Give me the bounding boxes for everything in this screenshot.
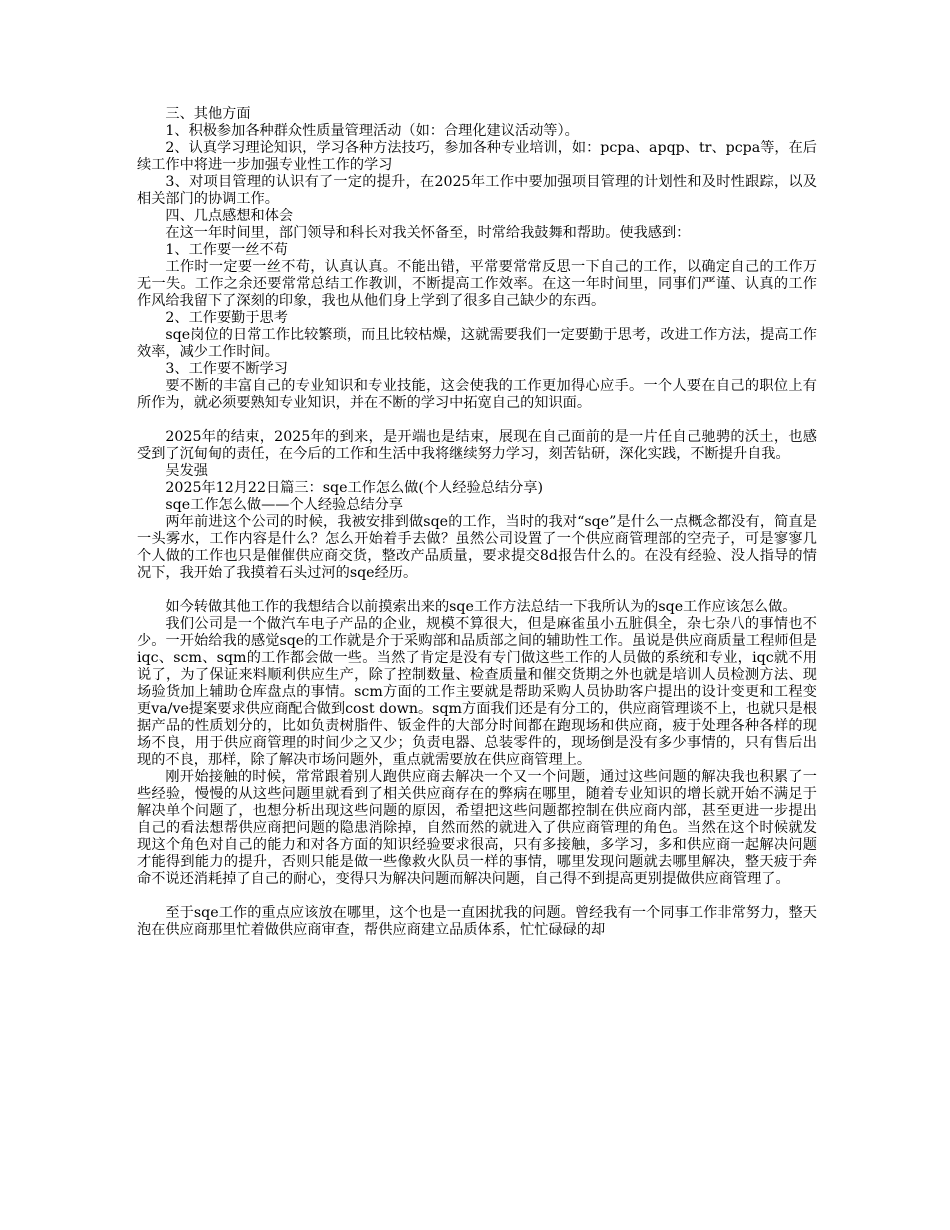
paragraph: 3、对项目管理的认识有了一定的提升，在2025年工作中要加强项目管理的计划性和及时性跟踪，以及相关部门的协调工作。 bbox=[137, 174, 817, 207]
paragraph: 两年前进这个公司的时候，我被安排到做sqe的工作，当时的我对“sqe”是什么一点概念都没有，简直是一头雾水，工作内容是什么？怎么开始着手去做？虽然公司设置了一个供应商管理部的空壳子，可是寥寥几个人做的工作也只是催催供应商交货，整改产品质量，要求提交8d报告什么的。在没有经验、没人指导的情况下，我开始了我摸着石头过河的sqe经历。 bbox=[137, 514, 817, 581]
paragraph: 2025年12月22日篇三：sqe工作怎么做(个人经验总结分享) bbox=[165, 480, 543, 496]
paragraph: 要不断的丰富自己的专业知识和专业技能，这会使我的工作更加得心应手。一个人要在自己的职位上有所作为，就必须要熟知专业知识，并在不断的学习中拓宽自己的知识面。 bbox=[137, 378, 817, 411]
paragraph: 在这一年时间里，部门领导和科长对我关怀备至，时常给我鼓舞和帮助。使我感到： bbox=[165, 225, 691, 241]
paragraph: 1、积极参加各种群众性质量管理活动（如：合理化建议活动等）。 bbox=[165, 123, 579, 139]
paragraph: 工作时一定要一丝不苟，认真认真。不能出错，平常要常常反思一下自己的工作，以确定自己的工作万无一失。工作之余还要常常总结工作教训，不断提高工作效率。在这一年时间里，同事们严谨、认真的工作作风给我留下了深刻的印象，我也从他们身上学到了很多自己缺少的东西。 bbox=[137, 259, 817, 309]
paragraph: 四、几点感想和体会 bbox=[165, 208, 294, 224]
paragraph: 1、工作要一丝不苟 bbox=[165, 242, 288, 258]
paragraph: 2、认真学习理论知识，学习各种方法技巧，参加各种专业培训，如：pcpa、apqp、tr、pcpa等，在后续工作中将进一步加强专业性工作的学习 bbox=[137, 140, 817, 173]
paragraph: 如今转做其他工作的我想结合以前摸索出来的sqe工作方法总结一下我所认为的sqe工作应该怎么做。 bbox=[165, 599, 797, 615]
paragraph: 3、工作要不断学习 bbox=[165, 361, 288, 377]
paragraph: 至于sqe工作的重点应该放在哪里，这个也是一直困扰我的问题。曾经我有一个同事工作非常努力，整天泡在供应商那里忙着做供应商审查，帮供应商建立品质体系，忙忙碌碌的却 bbox=[137, 905, 817, 938]
paragraph: 我们公司是一个做汽车电子产品的企业，规模不算很大，但是麻雀虽小五脏俱全，杂七杂八的事情也不少。一开始给我的感觉sqe的工作就是介于采购部和品质部之间的辅助性工作。虽说是供应商质量工程师但是iqc、scm、sqm的工作都会做一些。当然了肯定是没有专门做这些工作的人员做的系统和专业，iqc就不用说了，为了保证来料顺利供应生产，除了控制数量、检查质量和催交货期之外也就是培训人员检测方法、现场验货加上辅助仓库盘点的事情。scm方面的工作主要就是帮助采购人员协助客户提出的设计变更和工程变更va/ve提案要求供应商配合做到cost down。sqm方面我们还是有分工的，供应商管理谈不上，也就只是根据产品的性质划分的，比如负责树脂件、钣金件的大部分时间都在跑现场和供应商，疲于处理各种各样的现场不良，用于供应商管理的时间少之又少；负责电器、总装零件的，现场倒是没有多少事情的，只有售后出现的不良，那样，除了解决市场问题外，重点就需要放在供应商管理上。 bbox=[137, 616, 817, 768]
paragraph: 2025年的结束，2025年的到来，是开端也是结束，展现在自己面前的是一片任自己驰骋的沃土，也感受到了沉甸甸的责任，在今后的工作和生活中我将继续努力学习，刻苦钻研，深化实践，不断提升自我。 bbox=[137, 429, 817, 462]
paragraph: sqe工作怎么做——个人经验总结分享 bbox=[165, 497, 403, 513]
paragraph: 2、工作要勤于思考 bbox=[165, 310, 288, 326]
paragraph: 吴发强 bbox=[165, 463, 208, 479]
document-page bbox=[137, 106, 817, 939]
paragraph: 三、其他方面 bbox=[165, 106, 251, 122]
paragraph: sqe岗位的日常工作比较繁琐，而且比较枯燥，这就需要我们一定要勤于思考，改进工作方法，提高工作效率，减少工作时间。 bbox=[137, 327, 817, 360]
paragraph: 刚开始接触的时候，常常跟着别人跑供应商去解决一个又一个问题，通过这些问题的解决我也积累了一些经验，慢慢的从这些问题里就看到了相关供应商存在的弊病在哪里，随着专业知识的增长就开始不满足于解决单个问题了，也想分析出现这些问题的原因，希望把这些问题都控制在供应商内部，甚至更进一步提出自己的看法想帮供应商把问题的隐患消除掉，自然而然的就进入了供应商管理的角色。当然在这个时候就发现这个角色对自己的能力和对各方面的知识经验要求很高，只有多接触，多学习，多和供应商一起解决问题才能得到能力的提升，否则只能是做一些像救火队员一样的事情，哪里发现问题就去哪里解决，整天疲于奔命不说还消耗掉了自己的耐心，变得只为解决问题而解决问题，自己得不到提高更别提做供应商管理了。 bbox=[137, 769, 817, 887]
